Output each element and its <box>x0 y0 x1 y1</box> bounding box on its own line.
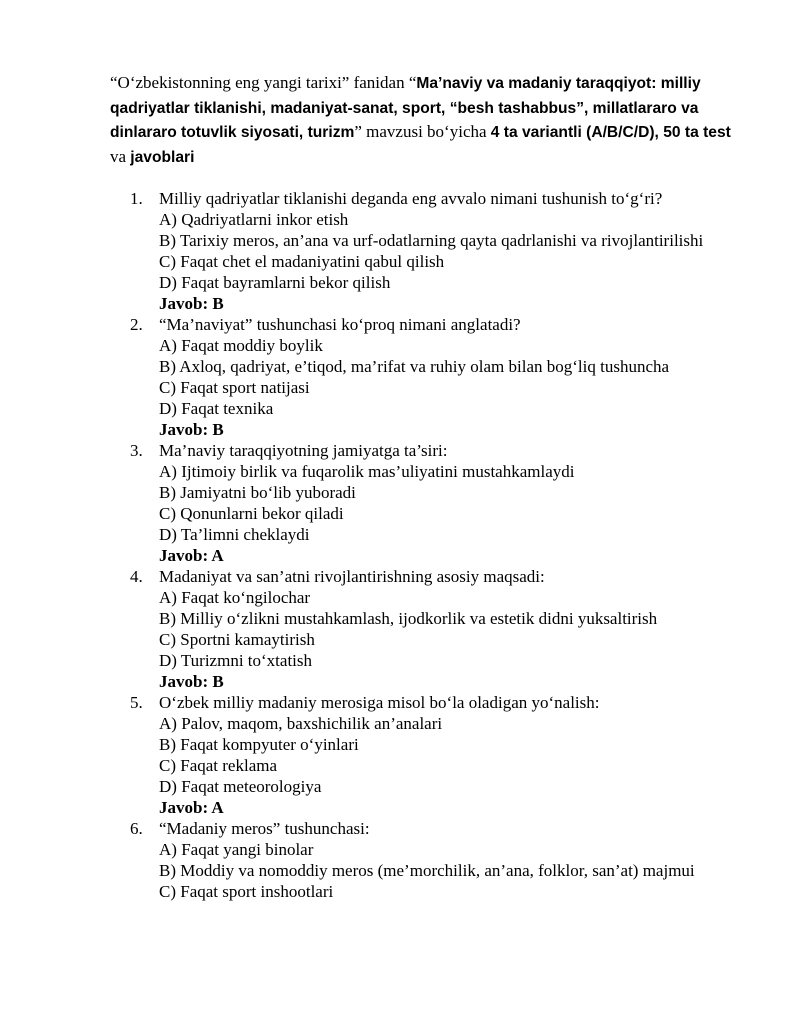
answer-option: B) Faqat kompyuter o‘yinlari <box>159 735 359 754</box>
question-text: “Madaniy meros” tushunchasi: <box>159 819 370 838</box>
answer-option: D) Faqat meteorologiya <box>159 777 322 796</box>
intro-text-1: “O‘zbekistonning eng yangi tarixi” fanidan “ <box>110 73 417 92</box>
answer-option: B) Axloq, qadriyat, e’tiqod, ma’rifat va ruhiy olam bilan bog‘liq tushuncha <box>159 357 670 376</box>
question-number: 5. <box>130 693 143 712</box>
answer-option: D) Turizmni to‘xtatish <box>159 651 313 670</box>
question-item <box>130 818 770 902</box>
answer-key: Javob: B <box>159 294 224 313</box>
answer-key: Javob: B <box>159 672 224 691</box>
answer-option: D) Ta’limni cheklaydi <box>159 525 310 544</box>
document-intro <box>110 71 750 169</box>
answer-key: Javob: A <box>159 546 224 565</box>
answer-option: B) Milliy o‘zlikni mustahkamlash, ijodkorlik va estetik didni yuksaltirish <box>159 609 658 628</box>
question-text: Milliy qadriyatlar tiklanishi deganda eng avvalo nimani tushunish to‘g‘ri? <box>159 189 663 208</box>
answer-key: Javob: A <box>159 798 224 817</box>
question-item <box>130 692 770 818</box>
question-list <box>130 188 770 902</box>
intro-topic-bold: Ma’naviy va madaniy taraqqiyot: milliy qadriyatlar tiklanishi, madaniyat-sanat, sport, “besh tashabbus”, millatlararo va dinlararo totuvlik siyosati, turizm <box>110 75 701 141</box>
question-number: 6. <box>130 819 143 838</box>
intro-text-3: va <box>110 146 131 166</box>
question-body <box>159 314 770 440</box>
question-text: Madaniyat va san’atni rivojlantirishning asosiy maqsadi: <box>159 567 545 586</box>
question-item <box>130 566 770 692</box>
answer-option: C) Sportni kamaytirish <box>159 630 315 649</box>
answer-option: A) Faqat yangi binolar <box>159 840 314 859</box>
answer-option: C) Faqat reklama <box>159 756 278 775</box>
question-item <box>130 188 770 314</box>
answer-option: B) Jamiyatni bo‘lib yuboradi <box>159 483 356 502</box>
question-number: 1. <box>130 189 143 208</box>
question-item <box>130 440 770 566</box>
question-number: 2. <box>130 315 143 334</box>
intro-text-2: ” mavzusi bo‘yicha <box>354 122 491 141</box>
question-text: Ma’naviy taraqqiyotning jamiyatga ta’siri: <box>159 441 448 460</box>
intro-variant-bold: 4 ta variantli (A/B/C/D), 50 ta test <box>490 124 731 141</box>
answer-option: C) Faqat sport natijasi <box>159 378 310 397</box>
question-number: 3. <box>130 441 143 460</box>
answer-option: A) Ijtimoiy birlik va fuqarolik mas’uliyatini mustahkamlaydi <box>159 462 575 481</box>
question-body <box>159 566 770 692</box>
answer-option: A) Faqat ko‘ngilochar <box>159 588 311 607</box>
answer-option: A) Qadriyatlarni inkor etish <box>159 210 349 229</box>
question-number: 4. <box>130 567 143 586</box>
answer-option: D) Faqat bayramlarni bekor qilish <box>159 273 391 292</box>
question-item <box>130 314 770 440</box>
answer-option: B) Moddiy va nomoddiy meros (me’morchilik, an’ana, folklor, san’at) majmui <box>159 861 695 880</box>
answer-option: C) Qonunlarni bekor qiladi <box>159 504 344 523</box>
question-text: “Ma’naviyat” tushunchasi ko‘proq nimani anglatadi? <box>159 315 521 334</box>
answer-option: D) Faqat texnika <box>159 399 274 418</box>
question-text: O‘zbek milliy madaniy merosiga misol bo‘la oladigan yo‘nalish: <box>159 693 600 712</box>
question-body <box>159 188 770 314</box>
question-body <box>159 692 770 818</box>
question-body <box>159 440 770 566</box>
answer-option: B) Tarixiy meros, an’ana va urf-odatlarning qayta qadrlanishi va rivojlantirilishi <box>159 231 704 250</box>
answer-option: C) Faqat sport inshootlari <box>159 882 334 901</box>
intro-answers-bold: javoblari <box>130 148 195 166</box>
question-body <box>159 818 770 902</box>
answer-option: C) Faqat chet el madaniyatini qabul qilish <box>159 252 445 271</box>
answer-option: A) Palov, maqom, baxshichilik an’analari <box>159 714 443 733</box>
answer-key: Javob: B <box>159 420 224 439</box>
answer-option: A) Faqat moddiy boylik <box>159 336 323 355</box>
